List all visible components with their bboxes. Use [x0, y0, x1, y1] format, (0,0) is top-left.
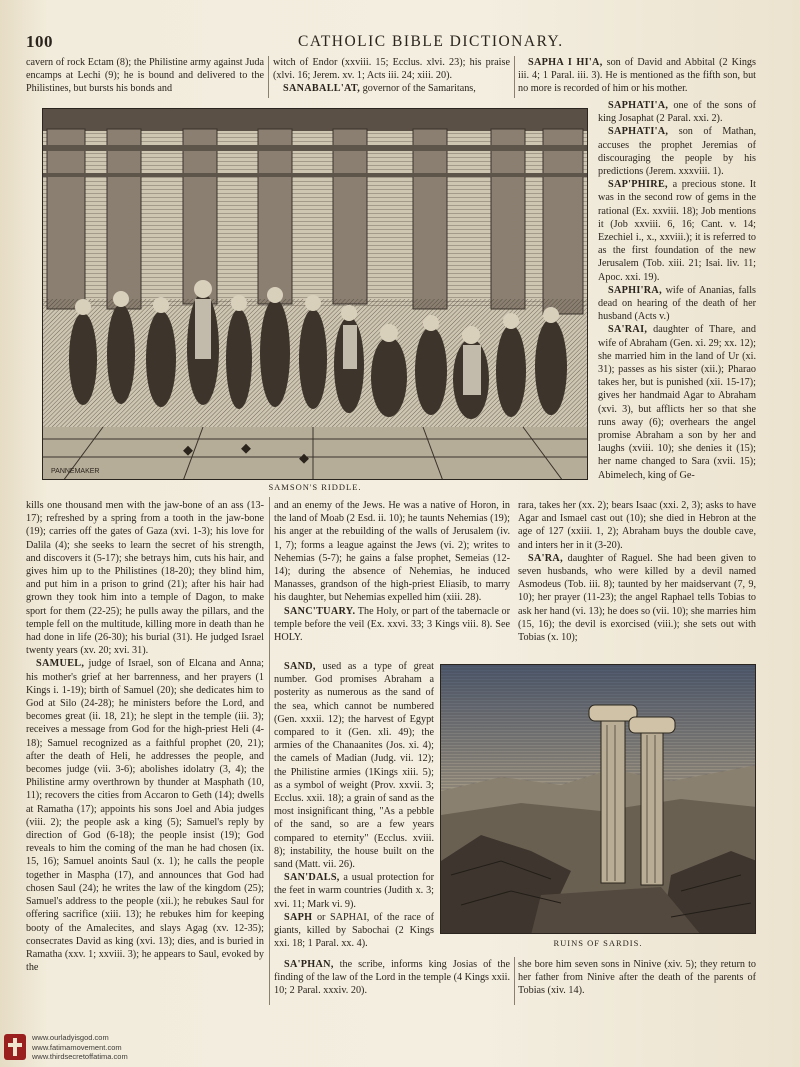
entry-text: son of David and Abbital (2 Kings iii. 4; 1 Paral. iii. 3). He is mentioned as the fifth son, but no more is recorded of him or his mother.: [518, 57, 756, 95]
entry-text: daughter of Raguel. She had been given to seven husbands, who were killed by a devil named Asmodeus (Tob. iii. 8); taunted by her maidservant (7, 9, 10); her prayer (11-23); the angel Raphael tells Tobias to ask her hand (vi. 13); he does so (vii. 10); she marries him (15, 16); the devil is exorcised (viii.); she sets out with Tobias (x. 10);: [518, 552, 756, 644]
headword: SAPHI'RA,: [608, 284, 662, 296]
top-col-1: [26, 56, 264, 98]
headword-saphathia: SAPHA I HI'A,: [528, 57, 603, 68]
headword-saph: SAPH: [284, 911, 313, 923]
ruins-of-sardis-engraving: [440, 664, 756, 934]
col-2-narrow: [274, 660, 434, 958]
entry-text: kills one thousand men with the jaw-bone of an ass (13-17); refreshed by a spring from a tooth in the jaw-bone (19); carries off the gates of Gaza (xvi. 1-3); his love for Dalila (4); she seeks to learn the secret of his strength, and discovers it (5-17); she betrays him, cuts his hair, and gives him up to the Philistines (18-20); they blind him, and put him in a prison to grind (21); after his hair had grown they took him into a temple of Dagon, to make sport for them (22-25); he pulls away the pillars, and the temple fell on the multitude, killing more in death than he had done in life (26-30); his burial (31). He judged Israel twenty years (xv. 20; xvi. 31).: [26, 500, 264, 657]
column-rule: [269, 497, 270, 1005]
entry-text: a usual protection for the feet in warm countries (Judith x. 3; xvi. 11; Mark vi. 9).: [274, 872, 434, 910]
entry-text: daughter of Thare, and wife of Abraham (Gen. xi. 29; xx. 12); she married him in the land of Ur (xi. 31); passes as his sister (xii.); Pharao takes her, but is punished (xii. 15-17); gives her handmaid Agar to Abraham (xvi. 3), but afflicts her so that she runs away (6); overhears the angel promise Abraham a son by her and laughs (xviii. 10); she denies it (15); her name changed to Sara (xvii. 15); Abimelech, king of Ge-: [598, 324, 756, 481]
entry-text: rara, takes her (xx. 2); bears Isaac (xxi. 2, 3); asks to have Agar and Ismael cast out (10); she died in Hebron at the age of 127 (xxiii. 1, 2); Abraham buys the double cave, and inters her in it (3-20).: [518, 500, 756, 551]
headword: SA'RAI,: [608, 324, 648, 336]
page-title: CATHOLIC BIBLE DICTIONARY.: [298, 33, 564, 50]
headword-sandals: SAN'DALS,: [284, 872, 340, 884]
footer-link-1[interactable]: www.ourladyisgod.com: [32, 1033, 109, 1042]
entry-text: one of the sons of king Josaphat (2 Paral. xxi. 2).: [598, 100, 756, 125]
entry-text: a precious stone. It was in the second row of gems in the rational (Ex. xxviii. 18); Job mentions it (Job xxviii. 6, 16; Cant. v. 14; Ezechiel i., x., xxviii.); it is referred to as the first foundation of the new Jerusalem (Tob. xiii. 21; Isai. liv. 11; Apoc. xxi. 19).: [598, 179, 756, 283]
top-col-1-text: cavern of rock Ectam (8); the Philistine army against Juda encamps at Lechi (9); he is bound and delivered to the Philistines, but bursts his bonds and: [26, 57, 264, 95]
entry-text: or SAPHAI, of the race of giants, killed by Sabochai (2 Kings xxi. 18; 1 Paral. xx. 4).: [274, 911, 434, 950]
entry-text: wife of Ananias, falls dead on hearing of the death of her husband (Acts v.): [598, 284, 756, 323]
column-rule: [514, 56, 515, 98]
top-col-3: [518, 56, 756, 98]
entry-text: used as a type of great number. God promises Abraham a posterity as numerous as the sand of the sea, which cannot be numbered (Gen. xxxii. 12); the harvest of Egypt compared to it (Gen. xli. 49); the armies of the Chanaanites (Jos. xi. 4); the camels of Madian (Judg. vii. 12); the Philistine armies (1Kings xiii. 5); as a symbol of weight (Prov. xxvii. 3; Ecclus. xxii. 18); a grain of sand as the most insignificant thing, "As a pebble of the sand, so are a few years compared to eternity" (Ecclus. xviii. 8); instability, the house built on the sand (Matt. vii. 26).: [274, 661, 434, 871]
artist-signature: PANNEMAKER: [51, 468, 100, 475]
headword-sanctuary: SANC'TUARY.: [284, 605, 356, 617]
cross-logo-icon: [4, 1034, 26, 1060]
footer-links: [32, 1033, 128, 1062]
entry-text: governor of the Samaritans,: [360, 83, 476, 95]
headword-sanaballat: SANABALL'AT,: [283, 83, 361, 95]
headword-sara: SA'RA,: [528, 552, 563, 564]
col-3-bottom: [518, 958, 756, 1006]
footer-link-3[interactable]: www.thirdsecretoffatima.com: [32, 1052, 128, 1061]
column-rule: [268, 56, 269, 98]
entry-text: The Holy, or part of the tabernacle or temple before the veil (Ex. xxvi. 33; 3 Kings viii. 8). See HOLY.: [274, 605, 510, 644]
caption-ruins-of-sardis: RUINS OF SARDIS.: [553, 938, 643, 948]
top-col-2-text: witch of Endor (xxviii. 15; Ecclus. xlvi. 23); his praise (xlvi. 16; Jerem. xv. 1; Acts iii. 24; xiii. 20).: [273, 57, 510, 82]
footer-watermark: [4, 1030, 204, 1064]
headword: SAP'PHIRE,: [608, 179, 668, 191]
col-2-bottom: [274, 958, 510, 1006]
entry-text: and an enemy of the Jews. He was a native of Horon, in the land of Moab (2 Esd. ii. 10); he taunts Nehemias (19); his anger at the rebuilding of the walls of Jerusalem (iv. 1, 7); forms a league against the Jews (vi. 2); writes to Nehemias (5-7); he gains a false prophet, Semeias (12-14); during the absence of Nehemias, he induced Manasses, grandson of the high-priest Eliasib, to marry his daughter, but Nehemias expelled him (xiii. 28).: [274, 500, 510, 604]
column-rule: [514, 957, 515, 1005]
top-col-2: [273, 56, 510, 98]
entry-text: son of Mathan, accuses the prophet Jeremias of discouraging the people by his predictions (Jerem. xxxviii. 1).: [598, 126, 756, 178]
col-2-lower-top: [274, 499, 510, 657]
col-3-lower: [518, 499, 756, 657]
right-col-upper: [598, 99, 756, 496]
headword: SAPHATI'A,: [608, 126, 669, 138]
headword: SAPHATI'A,: [608, 100, 669, 111]
col-1-lower: [26, 499, 264, 1005]
caption-samsons-riddle: SAMSON'S RIDDLE.: [268, 482, 362, 492]
entry-text: judge of Israel, son of Elcana and Anna; his mother's grief at her barrenness, and her prayers (1 Kings i. 1-19); birth of Samuel (20); she dedicates him to God at Silo (24-28); he ministers before the Lord, and becomes great (ii. 18, 21); he slept in the temple (iii. 3); receives a message from God for the high-priest Heli (4-18); Samuel recognized as a faithful prophet (20, 21); after the death of Heli, he addresses the people, and becomes judge (vii. 3-6); abolishes idolatry (3, 4); the Philistine army overthrown by thunder at Masphath (10, 11); recovers the cities from Accaron to Geth (14); dwells at Ramatha (17); appoints his sons Joel and Abia judges (viii. 2); the people ask a king (5); Samuel's reply by direction of God (6-18); the people insist (19); God reveals to him the coming of the man he had chosen (ix. 15, 16); Samuel anoints Saul (x. 1); he calls the people together in Maspha (17), and announces that God had chosen Saul (24); he writes the law of the kingdom (25); Samuel's address to the people (xii.); he rebukes Saul for offering sacrifice (xiii. 13); he rebukes him for keeping booty of the Amalecites, and slays Agag (xv. 12-35); consecrates David as king (xvi. 13); dies, and is buried in Ramatha (xxv. 1; xxviii. 3); he appears to Saul, evoked by the: [26, 658, 264, 974]
headword-sand: SAND,: [284, 661, 316, 672]
page-header: [26, 32, 782, 54]
headword-saphan: SA'PHAN,: [284, 959, 334, 970]
entry-text: she bore him seven sons in Ninive (xiv. 5); they return to her father from Ninive after the death of the parents of Tobias (xiv. 14).: [518, 959, 756, 997]
footer-link-2[interactable]: www.fatimamovement.com: [32, 1042, 122, 1052]
samsons-riddle-engraving: [42, 108, 588, 480]
entry-text: the scribe, informs king Josias of the finding of the law of the Lord in the temple (4 Kings xxii. 10; 2 Paral. xxxiv. 20).: [274, 959, 510, 997]
headword-samuel: SAMUEL,: [36, 658, 85, 670]
page-number: 100: [26, 32, 53, 51]
